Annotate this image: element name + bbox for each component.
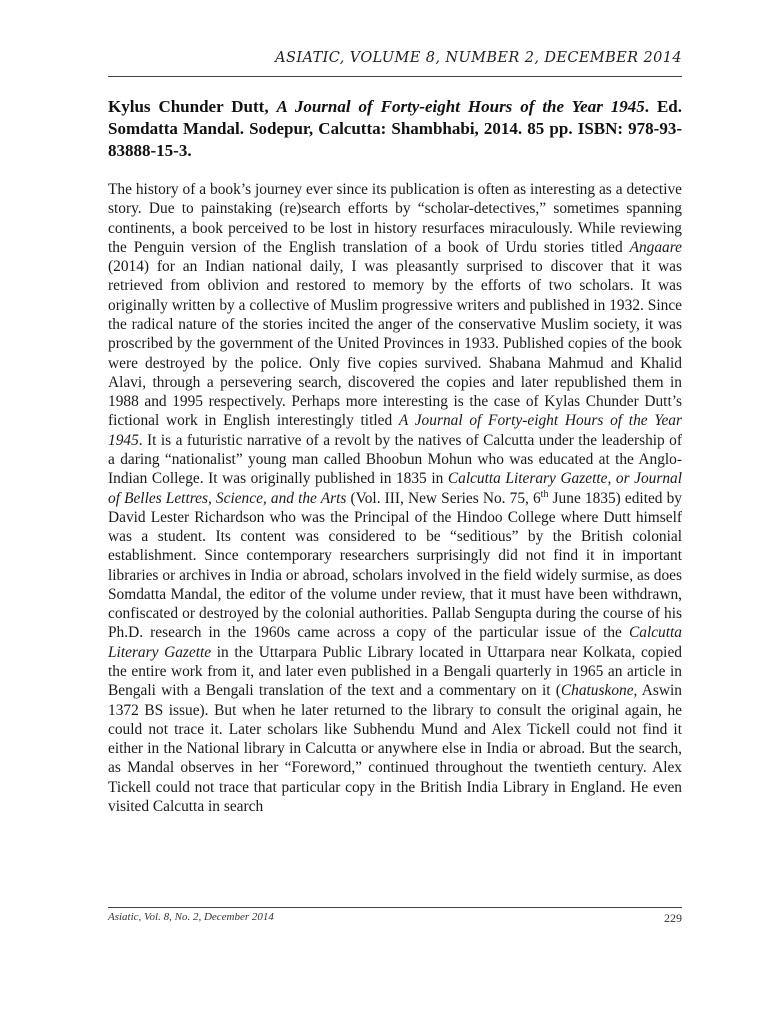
page-number: 229 — [664, 911, 682, 925]
header-rule — [108, 76, 682, 77]
body-text-6: in the Uttarpara Public Library located in Uttarpara near Kolkata, copied the entire work from it, and later even published in a Bengali quarterly in 1965 an article in Bengali with a Bengali translation of the text and a commentary on it ( — [108, 643, 682, 700]
body-text-1: The history of a book’s journey ever since its publication is often as interesting as a detective story. Due to painstaking (re)search efforts by “scholar-detectives,” sometimes spanning continents, a book perceived to be lost in history resurfaces miraculously. While reviewing the Penguin version of the English translation of a book of Urdu stories titled — [108, 181, 682, 256]
footer-journal: Asiatic, Vol. 8, No. 2, December 2014 — [108, 911, 274, 923]
review-body-paragraph — [108, 180, 682, 816]
body-italic-journal-title: A Journal of Forty-eight Hours of the Year 1945 — [108, 412, 682, 449]
body-text-5: June 1835) edited by David Lester Richardson who was the Principal of the Hindoo College where Dutt himself was a student. Its content was considered to be “seditious” by the British colonial establishment. Since contemporary researchers surprisingly did not find it in important libraries or archives in India or abroad, scholars involved in the field widely surmise, as does Somdatta Mandal, the editor of the volume under review, that it must have been withdrawn, confiscated or destroyed by the colonial authorities. Pallab Sengupta during the course of his Ph.D. research in the 1960s came across a copy of the particular issue of the — [108, 489, 682, 642]
body-italic-gazette: Calcutta Literary Gazette — [108, 624, 682, 661]
body-italic-gazette-full: Calcutta Literary Gazette, or Journal of Belles Lettres, Science, and the Arts — [108, 470, 682, 507]
body-text-2: (2014) for an Indian national daily, I was pleasantly surprised to discover that it was retrieved from oblivion and restored to memory by the efforts of two scholars. It was originally written by a collective of Muslim progressive writers and published in 1932. Since the radical nature of the stories incited the anger of the conservative Muslim society, it was proscribed by the government of the United Provinces in 1933. Published copies of the book were destroyed by the police. Only five copies survived. Shabana Mahmud and Khalid Alavi, through a persevering search, discovered the copies and later republished them in 1988 and 1995 respectively. Perhaps more interesting is the case of Kylas Chunder Dutt’s fictional work in English interestingly titled — [108, 258, 682, 430]
body-superscript: th — [540, 488, 549, 500]
running-head: ASIATIC, VOLUME 8, NUMBER 2, DECEMBER 2014 — [275, 50, 682, 66]
footer-rule — [108, 907, 682, 908]
body-text-4: (Vol. III, New Series No. 75, 6 — [346, 489, 541, 507]
citation-details: . Ed. Somdatta Mandal. Sodepur, Calcutta: Shambhabi, 2014. 85 pp. ISBN: 978-93-83888-15-3. — [108, 97, 683, 160]
body-italic-chatuskone: Chatuskone — [560, 682, 634, 700]
review-citation — [108, 96, 682, 162]
body-italic-angaare: Angaare — [629, 238, 682, 256]
body-text-7: , Aswin 1372 BS issue). But when he later returned to the library to consult the original again, he could not trace it. Later scholars like Subhendu Mund and Alex Tickell could not find it either in the National library in Calcutta or anywhere else in India or abroad. But the search, as Mandal observes in her “Foreword,” continued throughout the twentieth century. Alex Tickell could not trace that particular copy in the British India Library in England. He even visited Calcutta in search — [108, 682, 682, 815]
citation-title: A Journal of Forty-eight Hours of the Year 1945 — [276, 97, 645, 116]
citation-author: Kylus Chunder Dutt, — [108, 97, 269, 116]
body-text-3: . It is a futuristic narrative of a revolt by the natives of Calcutta under the leadership of a daring “nationalist” young man called Bhoobun Mohun who was educated at the Anglo-Indian College. It was originally published in 1835 in — [108, 431, 682, 488]
page-footer — [108, 911, 682, 923]
